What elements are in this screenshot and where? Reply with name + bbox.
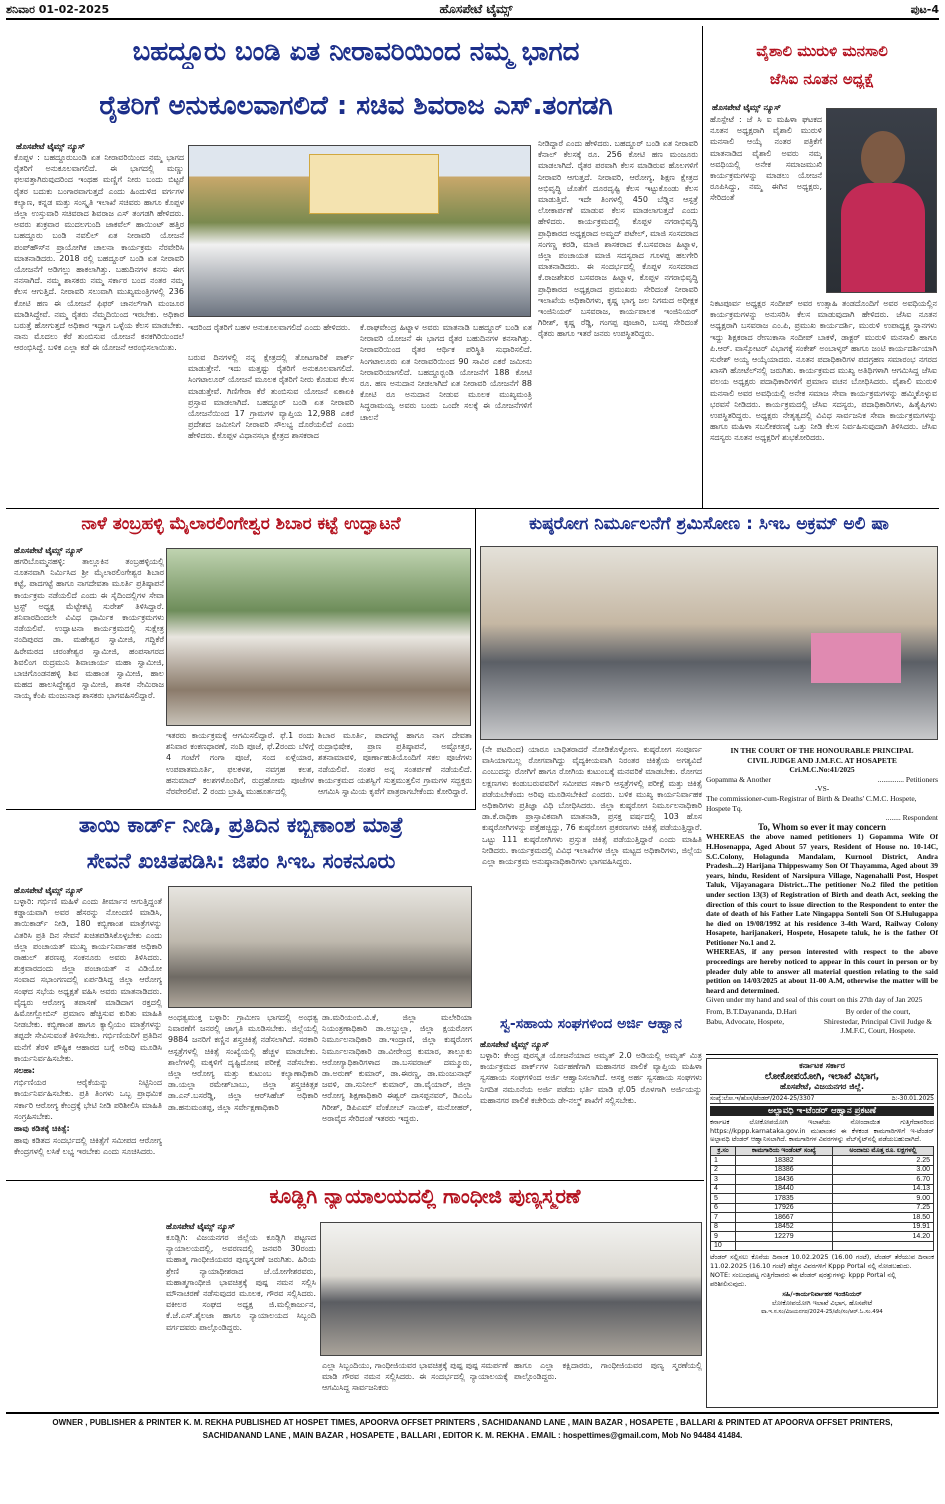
a5-col3: ಡಾ.ಮರಿಯಂಬಿ.ವಿ.ಕೆ, ಜಿಲ್ಲಾ ಮಲೇರಿಯಾ ನಿಯಂತ್ರಣಾಧಿಕಾರಿ ಡಾ.ಅಬ್ದುಲ್ಲಾ, ಜಿಲ್ಲಾ ಕ್ಷಯರೋಗ ನಿರ್ಮೂಲನಾಧಿಕಾರಿ ಡಾ.ಇಂದ್ರಾಣಿ, ಜಿಲ್ಲಾ ಕುಷ್ಠರೋಗ ನಿರ್ಮೂಲನಾಧಿಕಾರಿ ಡಾ.ವೀರೇಂದ್ರ ಕುಮಾರ, ತಾಲ್ಲೂಕು ಆರೋಗ್ಯಾಧಿಕಾರಿಗಳಾದ ಡಾ.ಬಸವರಾಜ್ ದಮ್ಮೂರು, ಡಾ.ಅರುಣ್ ಕುಮಾರ್, ಡಾ.ಈರಣ್ಣ, ಡಾ.ಮಂಜುನಾಥ್ ಜವಳಿ, ಡಾ.ಸುನೀಲ್ ಕುಮಾರ್, ಡಾ.ವೈಯಾರ್, ಜಿಲ್ಲಾ ಆರೋಗ್ಯ ಶಿಕ್ಷಣಾಧಿಕಾರಿ ಈಶ್ವರ್ ದಾಸಪ್ಪನವರ್, ಡಿಎಂಓ ಗಿರೀಶ್, ಡಿಪಿಎಮ್ ವೆಂಕೋಬ್ ನಾಯಕ್, ಮನೋಹರ್, ಅರಾವೈದ ಸೇರಿದಂತೆ ಇತರರು ಇದ್ದರು. — [322, 1013, 472, 1123]
footer-rule — [6, 1412, 939, 1414]
a5-headline-line1: ತಾಯಿ ಕಾರ್ಡ್ ನೀಡಿ, ಪ್ರತಿದಿನ ಕಬ್ಬಿಣಾಂಶ ಮಾತ್ರೆ — [78, 813, 404, 837]
a2-byline: ಹೊಸಪೇಟೆ ಟೈಮ್ಸ್ ನ್ಯೂಸ್ — [712, 103, 781, 112]
row-sno: 5 — [711, 1194, 736, 1204]
a3-col3: ಶಿಬಾರ ಮೂರ್ತಿ, ಪಾದಗಟ್ಟೆ ಹಾಗೂ ನಾಗ ದೇವತಾ ರುದ್ರಾಭಿಷೇಕ, ಪ್ರಾಣ ಪ್ರತಿಷ್ಠಾಪನೆ, ಅಷ್ಟೋತ್ತರ, ಶತನಾಮಾವಳಿ, ಪೂರ್ಣಾಹುತಿಯೊಂದಿಗೆ ಸಕಲ ಪೂಜೆಗಳು ನಡೆಯಲಿವೆ. ನಂತರ ಅನ್ನ ಸಂತರ್ಪಣೆ ನಡೆಯಲಿದೆ. ಕಾರ್ಯಕ್ರಮದ ಯಶಸ್ವಿಗೆ ಸುತ್ತಮುತ್ತಲಿನ ಗ್ರಾಮಗಳ ಸದ್ಭಕ್ತರು ಆಗಮಿಸಿ ಸ್ವಾಮಿಯ ಕೃಪೆಗೆ ಪಾತ್ರರಾಗಬೇಕೆಂದು ಕೋರಿದ್ದಾರೆ. — [318, 731, 472, 797]
a5-col1-body-3: ಹಾವು ಕಡಿತದ ಸಂದರ್ಭದಲ್ಲಿ ಚಿಕಿತ್ಸೆಗೆ ಸಮೀಪದ ಆರೋಗ್ಯ ಕೇಂದ್ರಗಳಲ್ಲಿ ಲಸಿಕೆ ಲಭ್ಯ ಇರಬೇಕು ಎಂದು ಸೂಚಿಸಿದರು. — [14, 1136, 162, 1157]
a3-headline: ನಾಳೆ ತಂಬ್ರಹಳ್ಳಿ ಮೈಲಾರಲಿಂಗೇಶ್ವರ ಶಿಬಾರ ಕಟ್ಟೆ ಉದ್ಘಾಟನೆ — [81, 514, 401, 534]
a4-col1: (ನೇ ಪಟದಿಂದ) ಯಾರೂ ಬಾಧಿತರಾದರೆ ನೋಡಿಕೊಳ್ಳೋಣ. ಕುಷ್ಠರೋಗ ಸಂಪೂರ್ಣ ವಾಸಿಯಾಗಬಲ್ಲ ರೋಗವಾಗಿದ್ದು ವೈದ್ಯಕೀಯವಾಗಿ ನಿರಂತರ ಚಿಕಿತ್ಸೆಯ ಅಗತ್ಯವಿದೆ ಎಂಬುದನ್ನು ರೋಗಿಗೆ ಹಾಗೂ ರೋಗಿಯ ಕುಟುಂಬಕ್ಕೆ ಮನವರಿಕೆ ಮಾಡಬೇಕು. ರೋಗದ ಲಕ್ಷಣಗಳು ಕಂಡುಬರುವವರಿಗೆ ಸಮೀಪದ ಸರ್ಕಾರಿ ಆಸ್ಪತ್ರೆಗಳಲ್ಲಿ ಪರೀಕ್ಷೆ ಮತ್ತು ಚಿಕಿತ್ಸೆ ಪಡೆಯಬೇಕೆಂದು ಅರಿವು ಮೂಡಿಸಬೇಕಿದೆ ಎಂದರು. ಬಳಿಕ ಮುಖ್ಯ ಕಾರ್ಯನಿರ್ವಾಹಕ ಅಧಿಕಾರಿಗಳು ಪ್ರತಿಜ್ಞಾ ವಿಧಿ ಬೋಧಿಸಿದರು. ಜಿಲ್ಲಾ ಕುಷ್ಠರೋಗ ನಿರ್ಮೂಲನಾಧಿಕಾರಿ ಡಾ.ಕೆ.ರಾಧಿಕಾ ಪ್ರಾಸ್ತಾವಿಕವಾಗಿ ಮಾತನಾಡಿ, ಪ್ರಸಕ್ತ ವರ್ಷದಲ್ಲಿ 103 ಹೊಸ ಕುಷ್ಠರೋಗಿಗಳನ್ನು ಪತ್ತೆಹಚ್ಚಿದ್ದು, 76 ಕುಷ್ಠರೋಗ ಪ್ರಕರಣಗಳು ಚಿಕಿತ್ಸೆ ಪಡೆಯುತ್ತಿದ್ದಾರೆ. ಒಟ್ಟು 111 ಕುಷ್ಠರೋಗಿಗಳು ಪ್ರಸ್ತುತ ಚಿಕಿತ್ಸೆ ಪಡೆಯುತ್ತಿದ್ದಾರೆ ಎಂದು ಮಾಹಿತಿ ನೀಡಿದರು. ಕಾರ್ಯಕ್ರಮದಲ್ಲಿ ವಿವಿಧ ಇಲಾಖೆಗಳ ಜಿಲ್ಲಾ ಮಟ್ಟದ ಅಧಿಕಾರಿಗಳು, ಜಿಲ್ಲೆಯ ಎಲ್ಲಾ ಕಾರ್ಯಕ್ರಮ ಅನುಷ್ಠಾನಾಧಿಕಾರಿಗಳು ಭಾಗವಹಿಸಿದ್ದರು. — [482, 745, 702, 867]
table-row — [711, 1156, 934, 1166]
a7-byline: ಹೊಸಪೇಟೆ ಟೈಮ್ಸ್ ನ್ಯೂಸ್ — [166, 1222, 235, 1231]
imprint-line-1: OWNER , PUBLISHER & PRINTER K. M. REKHA PUBLISHED AT HOSPET TIMES, APOORVA OFFSET PRINTERS , SACHIDANAND LANE , MAIN BAZAR , HOSAPETE , BALLARI & PRINTED AT APOORVA OFFSET PRINTERS, — [52, 1418, 893, 1427]
row-amount: 14.13 — [832, 1184, 933, 1194]
court-title-1: IN THE COURT OF THE HONOURABLE PRINCIPAL — [730, 746, 914, 755]
hrule-4 — [6, 1180, 704, 1181]
tender-title-3: ಹೊಸಪೇಟೆ, ವಿಜಯನಗರ ಜಿಲ್ಲೆ. — [779, 1082, 865, 1091]
party-1: Gopamma & Another — [706, 774, 771, 784]
date-label: ಶನಿವಾರ 01-02-2025 — [6, 3, 110, 16]
tender-footer: ಟೆಂಡರ್ ಸಲ್ಲಿಸಲು ಕೊನೆಯ ದಿನಾಂಕ 10.02.2025 (16.00 ಗಂಟೆ), ಟೆಂಡರ್ ತೆರೆಯುವ ದಿನಾಂಕ 11.02.2025 (16.10 ಗಂಟೆ) ಹೆಚ್ಚಿನ ವಿವರಗಳಿಗೆ Kppp Portal ನಲ್ಲಿ ನೋಡಬಹುದು. — [710, 1253, 934, 1270]
a3-photo — [166, 548, 471, 726]
a1-caption: ಇದರಿಂದ ರೈತರಿಗೆ ಬಹಳ ಅನುಕೂಲವಾಗಲಿದೆ ಎಂದು ಹೇಳಿದರು. — [188, 323, 351, 332]
a1-col2: ಬರುವ ದಿನಗಳಲ್ಲಿ ನನ್ನ ಕ್ಷೇತ್ರದಲ್ಲಿ ತೋಟಗಾರಿಕೆ ಪಾರ್ಕ್ ಮಾಡುತ್ತೇನೆ. ಇದು ಮತ್ತಷ್ಟು ರೈತರಿಗೆ ಅನುಕೂಲವಾಗಲಿದೆ. ಸಿಂಗಟಾಲೂರ್ ಯೋಜನೆ ಮೂಲಕ ರೈತರಿಗೆ ನೀರು ಕೊಡುವ ಕೆಲಸ ಮಾಡುತ್ತೇವೆ. ಗಿಣಿಗೇರಾ ಕೆರೆ ತುಂಬಿಸುವ ಯೋಜನೆ ಏಕಾಏಕಿ ಪ್ರಸ್ತಾವ ಮಾಡಲಾಗಿದೆ. ಬಹದ್ದೂರ್ ಬಂಡಿ ಏತ ನೀರಾವರಿ ಯೋಜನೆಯಿಂದ 17 ಗ್ರಾಮಗಳ ವ್ಯಾಪ್ತಿಯ 12,988 ಎಕರೆ ಪ್ರದೇಶದ ಜಮೀನಿಗೆ ನೀರಾವರಿ ಸೌಲಭ್ಯ ದೊರೆಯಲಿದೆ ಎಂದು ಹೇಳಿದರು. ಕೊಪ್ಪಳ ವಿಧಾನಸಭಾ ಕ್ಷೇತ್ರದ ಶಾಸಕರಾದ — [188, 353, 354, 441]
row-amount: 9.00 — [832, 1194, 933, 1204]
table-row — [711, 1222, 934, 1232]
court-title-2: CIVIL JUDGE AND J.M.F.C. AT HOSAPETE — [747, 755, 897, 765]
vertical-rule-mid — [475, 509, 476, 809]
a3-col2: ಇತರರು ಕಾರ್ಯಕ್ರಮಕ್ಕೆ ಆಗಮಿಸಲಿದ್ದಾರೆ. ಫೆ.1 ರಂದು ಶನಿವಾರ ಕಂಕಣಧಾರಣೆ, ನಂದಿ ಪೂಜೆ, ಫೆ.2ರಂದು ಬೆಳಿಗ್ಗೆ 4 ಗಂಟೆಗೆ ಗಂಗಾ ಪೂಜೆ, ಸಂದ ಏಳ್ಗೆಯಾರ, ಉಪಪಾತಮೂರ್ತಿ, ಫಲಕಳಶ, ನವಗ್ರಹ ಕಲಶ, ಹನುಮಾದ್ ಕಲಶಗಳೊಂದಿಗೆ, ರುದ್ರಹೋಮ ಪೂಜೆಗಳ ನೆರವೇರಲಿವೆ. 2 ರಂದು ಬ್ರಾಹ್ಮಿ ಮುಹೂರ್ತದಲ್ಲಿ — [166, 731, 314, 797]
row-sno: 1 — [711, 1156, 736, 1166]
row-sno: 7 — [711, 1213, 736, 1223]
paper-title: ಹೊಸಪೇಟೆ ಟೈಮ್ಸ್ — [439, 2, 513, 16]
table-row — [711, 1232, 934, 1242]
a2-body2: ನಿಕಟಪೂರ್ವ ಅಧ್ಯಕ್ಷರ ಸಂದೀಪ್ ಅವರ ಉತ್ಸಾಹಿ ತಂಡದೊಂದಿಗೆ ಅವರ ಅವಧಿಯಲ್ಲಿನ ಕಾರ್ಯಕ್ರಮಗಳನ್ನು ಅನುಸರಿಸಿ ಕೆಲಸ ಮಾಡುವುದಾಗಿ ಹೇಳಿದರು. ಜೆಸಿಐ ನೂತನ ಅಧ್ಯಕ್ಷರಾಗಿ ಬಸವರಾಜ ಎಂ.ಪಿ, ಪ್ರಮುಖ ಕಾರ್ಯದರ್ಶಿ, ಮುರುಳಿ ಉಪಾಧ್ಯಕ್ಷ ಸ್ಥಾನಗಳು ಇದ್ದು ಶಿಕ್ಷಕರಾದ ರೇಣುಕಾಸಾ ಸಂದೀಪ್ ಬಾಕಳೆ, ಡಾಕ್ಟರ್ ಮುರುಳಿ ಮನಸಾಲಿ ಹಾಗೂ ಪಿ.ಆರ್. ವಾಸ್ಕೋಟರ್ ವಿಭಾಗಕ್ಕೆ ಸಂಕೇಶ್ ಅಂಬಾಳ್ಕರ್ ಹಾಗೂ ಜಂಟಿ ಕಾರ್ಯದರ್ಶಿಯಾಗಿ ಸುರೇಶ್ ಅಯ್ಯ ಆಯ್ಕೆಯಾದರು. ನೂತನ ಪದಾಧಿಕಾರಿಗಳ ಪದಗ್ರಹಣ ಸಮಾರಂಭ ನಗರದ ಖಾಸಗಿ ಹೋಟೆಲ್‍ನಲ್ಲಿ ಜರುಗಿತು. ಕಾರ್ಯಕ್ರಮದ ಮುಖ್ಯ ಅತಿಥಿಗಳಾಗಿ ಆಗಮಿಸಿದ್ದ ಜೆಸಿಐ ವಲಯ ಅಧ್ಯಕ್ಷರು ಪದಾಧಿಕಾರಿಗಳಿಗೆ ಪ್ರಮಾಣ ವಚನ ಬೋಧಿಸಿದರು. ವೈಶಾಲಿ ಮುರುಳಿ ಮನಸಾಲಿ ಅವರ ಅವಧಿಯಲ್ಲಿ ಅನೇಕ ಸಮಾಜ ಸೇವಾ ಕಾರ್ಯಕ್ರಮಗಳನ್ನು ಹಮ್ಮಿಕೊಳ್ಳುವ ಭರವಸೆ ನೀಡಿದರು. ಕಾರ್ಯಕ್ರಮದಲ್ಲಿ ಜೆಸಿಐ ಸದಸ್ಯರು, ಪದಾಧಿಕಾರಿಗಳು, ಹಿತೈಷಿಗಳು ಉಪಸ್ಥಿತರಿದ್ದರು. ಅಧ್ಯಕ್ಷರು ನೇತೃತ್ವದಲ್ಲಿ ವಿವಿಧ ಸಾರ್ವಜನಿಕ ಸೇವಾ ಕಾರ್ಯಕ್ರಮಗಳನ್ನು ಹಾಗೂ ಮಹಿಳಾ ಸಬಲೀಕರಣಕ್ಕೆ ಒತ್ತು ನೀಡಿ ಕೆಲಸ ನಿರ್ವಹಿಸುವುದಾಗಿ ತಿಳಿಸಿದರು. ಜೆಸಿಐ ಸದಸ್ಯರು ನೂತನ ಅಧ್ಯಕ್ಷರಿಗೆ ಶುಭಕೋರಿದರು. — [710, 299, 937, 443]
a5-sub-heading-1: ಸಲಹಾ: — [14, 1066, 35, 1076]
tender-table-header — [711, 1146, 934, 1156]
party-2-role: ........ Respondent — [885, 813, 938, 823]
row-indent: 12279 — [735, 1232, 832, 1242]
tender-title-2: ಲೋಕೋಪಯೋಗಿ, ಇಲಾಖೆ ವಿಭಾಗ, — [764, 1071, 880, 1082]
court-notice — [706, 746, 938, 1050]
hrule-3 — [706, 1054, 938, 1055]
a5-photo — [168, 886, 472, 1008]
row-indent: 18440 — [735, 1184, 832, 1194]
row-sno: 4 — [711, 1184, 736, 1194]
a7-headline: ಕೂಡ್ಲಿಗಿ ನ್ಯಾಯಾಲಯದಲ್ಲಿ ಗಾಂಧೀಜಿ ಪುಣ್ಯಸ್ಮರಣೆ — [269, 1184, 581, 1208]
row-sno: 2 — [711, 1165, 736, 1175]
a2-headline-line2: ಜೆಸಿಐ ನೂತನ ಅಧ್ಯಕ್ಷೆ — [769, 70, 875, 88]
a2-portrait — [826, 108, 937, 293]
col-header-indent: ಕಾಮಗಾರಿಯ ಇಂಡೆಂಟ್ ಸಂಖ್ಯೆ — [735, 1146, 832, 1156]
notice-heading: To, Whom so ever it may concern — [757, 821, 887, 832]
notice-body-3: Given under my hand and seal of this court on this 27th day of Jan 2025 — [706, 995, 923, 1005]
table-row — [711, 1184, 934, 1194]
a3-byline: ಹೊಸಪೇಟೆ ಟೈಮ್ಸ್ ನ್ಯೂಸ್ — [14, 546, 83, 555]
tender-title-1: ಕರ್ನಾಟಕ ಸರ್ಕಾರ — [799, 1061, 845, 1070]
a5-col1-body: ಬಳ್ಳಾರಿ: ಗರ್ಭಿಣಿ ಮಹಿಳೆ ಎಂದು ತೀರ್ಮಾನ ಆಗುತ್ತಿದ್ದಂತೆ ಕಡ್ಡಾಯವಾಗಿ ಅವರ ಹೆಸರನ್ನು ನೋಂದಣಿ ಮಾಡಿಸಿ, ತಾಯಿಕಾರ್ಡ್ ನೀಡಿ, 180 ಕಬ್ಬಿಣಾಂಶ ಮಾತ್ರೆಗಳನ್ನು ವಿತರಿಸಿ ಪ್ರತಿ ದಿನ ಸೇವನೆ ಖಚಿತಪಡಿಸಿಕೊಳ್ಳಬೇಕು ಎಂದು ಜಿಲ್ಲಾ ಪಂಚಾಯತ್ ಮುಖ್ಯ ಕಾರ್ಯನಿರ್ವಾಹಕ ಅಧಿಕಾರಿ ರಾಹುಲ್ ಶರಣಪ್ಪ ಸಂಕನೂರು ಅವರು ತಿಳಿಸಿದರು. ಶುಕ್ರವಾರದಂದು ಜಿಲ್ಲಾ ಪಂಚಾಯತ್ ನ ವಿಡಿಯೋ ಸಂವಾದ ಸಭಾಂಗಣದಲ್ಲಿ ಏರ್ಪಡಿಸಿದ್ದ ಜಿಲ್ಲಾ ಆರೋಗ್ಯ ಸಂಘದ ಸಭೆಯ ಅಧ್ಯಕ್ಷತೆ ವಹಿಸಿ ಅವರು ಮಾತನಾಡಿದರು. ವೈದ್ಯರು ಆರೋಗ್ಯ ತಪಾಸಣೆ ಮಾಡಿದಾಗ ರಕ್ತದಲ್ಲಿ ಹಿಮೋಗ್ಲೋಬಿನ್ ಪ್ರಮಾಣ ಹೆಚ್ಚಿಸುವ ಕುರಿತು ಮಾಹಿತಿ ನೀಡಬೇಕು. ಕಬ್ಬಿಣಾಂಶ ಹಾಗೂ ಕ್ಯಾಲ್ಸಿಯಂ ಮಾತ್ರೆಗಳನ್ನು ತಪ್ಪದೇ ಸೇವಿಸುವಂತೆ ತಿಳಿಸಬೇಕು. ಗರ್ಭಿಣಿಯರಿಗೆ ಪ್ರತಿದಿನ ಮನೆಗೆ ತೆರಳಿ ಪೌಷ್ಟಿಕ ಆಹಾರದ ಬಗ್ಗೆ ಅರಿವು ಮೂಡಿಸಿ ಕಾರ್ಯನಿರ್ವಹಿಸಬೇಕು. — [14, 897, 162, 1063]
a6-byline: ಹೊಸಪೇಟೆ ಟೈಮ್ಸ್ ನ್ಯೂಸ್ — [480, 1040, 549, 1049]
party-2: The commissioner-cum-Registrar of Birth & Deaths' C.M.C. Hospete, Hospete Tq. — [706, 793, 917, 813]
a5-col1-body-2: ಗರ್ಭಿಣಿಯರ ಆರೈಕೆಯನ್ನು ನಿಟ್ಟಿನಿಂದ ಕಾರ್ಯನಿರ್ವಹಿಸಬೇಕು. ಪ್ರತಿ ತಿಂಗಳು ಒಬ್ಬ ಪ್ರಾಥಮಿಕ ಸರ್ಕಾರಿ ಆರೋಗ್ಯ ಕೇಂದ್ರಕ್ಕೆ ಭೇಟಿ ನೀಡಿ ಪರಿಶೀಲಿಸಿ ಮಾಹಿತಿ ಸಂಗ್ರಹಿಸಬೇಕು. — [14, 1078, 162, 1121]
a6-body: ಬಳ್ಳಾರಿ: ಕೇಂದ್ರ ಪುರಸ್ಕೃತ ಯೋಜನೆಯಾದ ಅಮೃತ್ 2.0 ಅಡಿಯಲ್ಲಿ ಅಮೃತ್ ಮಿತ್ರ ಕಾರ್ಯಕ್ರಮದ ಪಾರ್ಕ್‍ಗಳ ನಿರ್ವಹಣೆಗಾಗಿ ಮಹಾನಗರ ಪಾಲಿಕೆ ವ್ಯಾಪ್ತಿಯ ಮಹಿಳಾ ಸ್ವಸಹಾಯ ಸಂಘಗಳಿಂದ ಅರ್ಜಿ ಆಹ್ವಾನಿಸಲಾಗಿದೆ. ಆಸಕ್ತ ಅರ್ಹ ಸ್ವಸಹಾಯ ಸಂಘಗಳು ನಿಗದಿತ ನಮೂನೆಯ ಅರ್ಜಿ ಪಡೆದು ಭರ್ತಿ ಮಾಡಿ ಫೆ.05 ರೊಳಗಾಗಿ ಅರ್ಜಿಯನ್ನು ಮಹಾನಗರ ಪಾಲಿಕೆ ಕಚೇರಿಯ ಡೇ-ನಲ್ಮ್ ಶಾಖೆಗೆ ಸಲ್ಲಿಸಬೇಕು. — [480, 1051, 702, 1105]
row-indent: 18386 — [735, 1165, 832, 1175]
page-number: ಪುಟ-4 — [910, 3, 939, 16]
row-amount: 18.50 — [832, 1213, 933, 1223]
a1-col1: ಕೊಪ್ಪಳ : ಬಹದ್ದೂರುಬಂಡಿ ಏತ ನೀರಾವರಿಯಿಂದ ನಮ್ಮ ಭಾಗದ ರೈತರಿಗೆ ಅನುಕೂಲವಾಗಲಿದೆ. ಈ ಭಾಗದಲ್ಲಿ ಮಣ್ಣು ಫಲವತ್ತಾಗಿರುವುದರಿಂದ ಇಂಥಹ ಮಣ್ಣಿಗೆ ನೀರು ಬಂದು ಬಿಟ್ಟರೆ ರೈತರ ಬದುಕು ಬಂಗಾರವಾಗುತ್ತದೆ ಎಂದು ಹಿಂದುಳಿದ ವರ್ಗಗಳ ಕಲ್ಯಾಣ, ಕನ್ನಡ ಮತ್ತು ಸಂಸ್ಕೃತಿ ಇಲಾಖೆ ಸಚಿವರು ಹಾಗೂ ಕೊಪ್ಪಳ ಜಿಲ್ಲಾ ಉಸ್ತುವಾರಿ ಸಚಿವರಾದ ಶಿವರಾಜ ಎಸ್ ತಂಗಡಗಿ ಹೇಳಿದರು. ಅವರು ಶುಕ್ರವಾರ ಮುದಲಗುಂದಿ ಜಾಕವೆಲ್ ಹಾಯಿಂಟ್ ಹತ್ತಿರ ಬಹದ್ದೂರು ಬಂಡಿ ನವಲಿಲ್ ಏತ ನೀರಾವರಿ ಯೋಜನೆ ಪಂಪ್‍ಹೌಸ್‍ನ ಪ್ರಾಯೋಗಿಕ ಚಾಲನಾ ಕಾರ್ಯಕ್ರಮ ನೆರವೇರಿಸಿ ಮಾತನಾಡಿದರು. 2018 ರಲ್ಲಿ ಬಹದ್ದೂರ್ ಬಂಡಿ ಏತ ನೀರಾವರಿ ಯೋಜನೆಗೆ ಅಡಿಗಲ್ಲು ಹಾಕಲಾಗಿತ್ತು. ಬಹುದಿನಗಳ ಕನಸು ಈಗ ನನಸಾಗಿದೆ. ನಮ್ಮ ಶಾಸಕರು ನಮ್ಮ ಸರ್ಕಾರ ಬಂದ ನಂತರ ನಮ್ಮ ಕೆಲಸ ಆಗುತ್ತಿದೆ. ನೀರಾವರಿ ಸಲುವಾಗಿ ಮುಖ್ಯಮಂತ್ರಿಗಳಲ್ಲಿ 236 ಕೋಟಿ ಹಣ ಈ ಯೋಜನೆ ಫಿಫರ್ ಚಾನಲ್‍ಗಾಗಿ ಮಂಜೂರ ಮಾಡಿಸಿದ್ದೇವೆ. ನಮ್ಮ ರೈತರು ನೆಮ್ಮದಿಯಿಂದ ಇರಬೇಕು. ಅಧಿಕಾರ ಬರುತ್ತೆ ಹೋಗುತ್ತದೆ ಅಧಿಕಾರ ಇದ್ದಾಗ ಒಳ್ಳೆಯ ಕೆಲಸ ಮಾಡಬೇಕು. ನಾನು ಮೊದಲು ಕೆರೆ ತುಂಬಿಸುವ ಯೋಜನೆ ಕನಕಗಿರಿಯಿಂದಲೆ ಆರಂಭಿಸಿದ್ದೆ. ಬಳಿಕ ಎಲ್ಲಾ ಕಡೆ ಈ ಯೋಜನೆ ಆರಂಭಿಸಲಾಯಿತು. — [14, 153, 184, 353]
row-amount: 7.25 — [832, 1203, 933, 1213]
row-indent: 18436 — [735, 1175, 832, 1185]
a5-col1 — [14, 896, 162, 1368]
tender-note: NOTE: ಸಂಬಂಧಪಟ್ಟ ಗುತ್ತಿಗೆದಾರರು ಈ ಟೆಂಡರ್ ಷರತ್ತುಗಳನ್ನು kppp Portal ನಲ್ಲಿ ಪರಿಶೀಲಿಸುವುದು. — [710, 1271, 896, 1288]
tender-table — [710, 1146, 934, 1252]
a4-photo — [480, 546, 938, 740]
col-header-amount: ಅಂದಾಜು ಮೊತ್ತ ರೂ. ಲಕ್ಷಗಳಲ್ಲಿ — [832, 1146, 933, 1156]
a4-headline: ಕುಷ್ಠರೋಗ ನಿರ್ಮೂಲನೆಗೆ ಶ್ರಮಿಸೋಣ : ಸಿಇಒ ಅಕ್ರಮ್ ಅಲಿ ಷಾ — [529, 514, 889, 534]
col-header-sno: ಕ್ರ.ಸಂ — [711, 1146, 736, 1156]
row-indent: 18452 — [735, 1222, 832, 1232]
row-amount: 19.91 — [832, 1222, 933, 1232]
table-row — [711, 1194, 934, 1204]
row-amount: 6.70 — [832, 1175, 933, 1185]
versus: -VS- — [814, 784, 830, 794]
a7-col2: ಎಲ್ಲಾ ಸಿಬ್ಬಂದಿಯು, ಗಾಂಧೀಜಿಯವರ ಭಾವಚಿತ್ರಕ್ಕೆ ಪುಷ್ಪ ಪುಷ್ಪ ಸಮರ್ಪಣೆ ಮಾಡಿ ಗೌರವ ನಮನ ಸಲ್ಲಿಸಿದರು. ಈ ಸಂದರ್ಭದಲ್ಲಿ ನ್ಯಾಯಾಲಯಕ್ಕೆ ಆಗಮಿಸಿದ್ದ ಸಾರ್ವಜನಿಕರು — [322, 1361, 508, 1393]
advocate: From, B.T.Dayananda, D.Hari Babu, Advocate, Hospete, — [706, 1007, 797, 1026]
a1-headline-line1: ಬಹದ್ದೂರು ಬಂಡಿ ಏತ ನೀರಾವರಿಯಿಂದ ನಮ್ಮ ಭಾಗದ — [132, 37, 580, 67]
a1-byline: ಹೊಸಪೇಟೆ ಟೈಮ್ಸ್ ನ್ಯೂಸ್ — [16, 142, 85, 151]
a1-photo — [188, 145, 531, 317]
a6-headline: ಸ್ವ-ಸಹಾಯ ಸಂಘಗಳಿಂದ ಅರ್ಜಿ ಆಹ್ವಾನ — [499, 1016, 683, 1032]
tender-subtitle: ಅಲ್ಪಾವಧಿ ಇ-ಟೆಂಡರ್ ಆಹ್ವಾನ ಪ್ರಕಟಣೆ — [710, 1106, 934, 1116]
a5-sub-heading-2: ಹಾವು ಕಡಿತಕ್ಕೆ ಚಿಕಿತ್ಸೆ: — [14, 1124, 70, 1134]
case-number: Cri.M.C.No:41/2025 — [789, 765, 855, 775]
row-indent: 18667 — [735, 1213, 832, 1223]
row-amount: 3.00 — [832, 1165, 933, 1175]
a5-headline-line2: ಸೇವನೆ ಖಚಿತಪಡಿಸಿ: ಜಿಪಂ ಸಿಇಒ ಸಂಕನೂರು — [86, 849, 396, 873]
a1-col3: ಕೆ.ರಾಘವೇಂದ್ರ ಹಿಟ್ನಾಳ ಅವರು ಮಾತನಾಡಿ ಬಹದ್ದೂರ್ ಬಂಡಿ ಏತ ನೀರಾವರಿ ಯೋಜನೆ ಈ ಭಾಗದ ರೈತರ ಬಹುದಿನಗಳ ಕನಸಾಗಿತ್ತು. ನೀರಾವರಿಯಿಂದ ರೈತರ ಆರ್ಥಿಕ ಪರಿಸ್ಥಿತಿ ಸುಧಾರಿಸಲಿದೆ. ಸಿಂಗಟಾಲೂರು ಏತ ನೀರಾವರಿಯಿಂದ 90 ಸಾವಿರ ಎಕರೆ ಜಮೀನು ನೀರಾವರಿಯಾಗಲಿದೆ. ಬಹದ್ದೂರ್‍ಬಂಡಿ ಯೋಜನೆಗೆ 188 ಕೋಟಿ ರೂ. ಹಣ ಅನುದಾನ ನೀಡಲಾಗಿದೆ ಏತ ನೀರಾವರಿ ಯೋಜನೆಗೆ 88 ಕೋಟಿ ರೂ ಅನುದಾನ ನೀಡುವ ಮೂಲಕ ಮುಖ್ಯಮಂತ್ರಿ ಸಿದ್ಧರಾಮಯ್ಯ ಅವರು ಬಂದು ಒಂದೇ ಸಲಕ್ಕೆ ಈ ಯೋಜನೆಗಳಿಗೆ ಚಾಲನೆ — [360, 323, 532, 422]
party-1-role: .............. Petitioners — [877, 774, 938, 784]
row-sno: 3 — [711, 1175, 736, 1185]
notice-body-1: WHEREAS the above named petitioners 1) Gopamma Wife Of H.Hosenappa, Aged About 57 years, Resident of House no. 10-14C, S.C.Colony, Holagunda Mandalam, Kurnool District, Andra Pradesh...2) Harijana Thippeswamy Son Of Thayamma, Aged about 39 years, hindu, Resident of Narsipura Village, Nagenahalli Post, Hospet Taluk, Vijayanagara District...The petitioner No.2 filed the petition under section 13(3) of Registration of Birth and death Act, seeking the direction of this court to issue direction to the Respondent to enter the date of death of his Father Late Ningappa Sonteli Son Of S.Hulugappa he died on 19/08/1992 at his residence 3-4th Ward, Railway Colony Hosapete, harijanakeri, Hospete, Hosapete taluk, he is the father Of Petitioner No.1 and 2. — [706, 832, 938, 947]
table-row — [711, 1213, 934, 1223]
row-indent: 17835 — [735, 1194, 832, 1204]
vertical-rule-top — [702, 26, 703, 508]
row-sno: 10 — [711, 1241, 736, 1251]
a7-photo — [320, 1222, 702, 1356]
a2-body1: ಹೊಸ್ಪೇಟೆ : ಜೆ ಸಿ ಐ ಮಹಿಳಾ ಘಟಕದ ನೂತನ ಅಧ್ಯಕ್ಷರಾಗಿ ವೈಶಾಲಿ ಮುರುಳಿ ಮನಸಾಲಿ ಆಯ್ಕೆ ನಂತರ ಪತ್ರಿಕೆಗೆ ಮಾತನಾಡಿದ ವೈಶಾಲಿ ಅವರು ನಮ್ಮ ಅವಧಿಯಲ್ಲಿ ಅನೇಕ ಸಮಾಜಮುಖಿ ಕಾರ್ಯಕ್ರಮಗಳನ್ನು ಮಾಡಲು ಯೋಜನೆ ರೂಪಿಸಿದ್ದು, ನಮ್ಮ ಈಗಿನ ಅಧ್ಯಕ್ಷರು, ಸೇರಿದಂತೆ — [710, 115, 822, 203]
row-sno: 8 — [711, 1222, 736, 1232]
a5-byline: ಹೊಸಪೇಟೆ ಟೈಮ್ಸ್ ನ್ಯೂಸ್ — [14, 886, 83, 895]
row-amount: 2.25 — [832, 1156, 933, 1166]
tender-intro: ಕರ್ನಾಟಕ ಲೋಕೋಪಯೋಗಿ ಇಲಾಖೆಯ ನೋಂದಾಯಿತ ಗುತ್ತಿಗೆದಾರರಿಂದ https://kppp.karnataka.gov.in ಮುಖಾಂತರ ಈ ಕೆಳಕಂಡ ಕಾಮಗಾರಿಗಳಿಗೆ ಇ-ಟೆಂಡರ್ ಅಲ್ಪಾವಧಿ ಟೆಂಡರ್ ಆಹ್ವಾನಿಸಲಾಗಿದೆ. ಕಾಮಗಾರಿಗಳ ವಿವರಗಳನ್ನು ವೆಬ್‍ಸೈಟ್‍ನಲ್ಲಿ ಪಡೆಯಬಹುದಾಗಿದೆ. — [710, 1118, 934, 1143]
a5-col2: ಅಂಧತ್ವಮುಕ್ತ ಬಳ್ಳಾರಿ: ಗ್ರಾಮೀಣ ಭಾಗದಲ್ಲಿ ಅಂಧತ್ವ ನಿವಾರಣೆಗೆ ಜನರಲ್ಲಿ ಜಾಗೃತಿ ಮೂಡಿಸಬೇಕು. ಜಿಲ್ಲೆಯಲ್ಲಿ 9884 ಜನರಿಗೆ ಕಣ್ಣಿನ ಶಸ್ತ್ರಚಿಕಿತ್ಸೆ ನಡೆಸಲಾಗಿದೆ. ಸರಕಾರಿ ಆಸ್ಪತ್ರೆಗಳಲ್ಲಿ ಚಿಕಿತ್ಸೆ ಸಂಖ್ಯೆಯಲ್ಲಿ ಹೆಚ್ಚಳ ಮಾಡಬೇಕು. ಶಾಲೆಗಳಲ್ಲಿ ಮಕ್ಕಳಿಗೆ ದೃಷ್ಟಿದೋಷ ಪರೀಕ್ಷೆ ನಡೆಸಬೇಕು. ಜಿಲ್ಲಾ ಆರೋಗ್ಯ ಮತ್ತು ಕುಟುಂಬ ಕಲ್ಯಾಣಾಧಿಕಾರಿ ಡಾ.ಯಲ್ಲಾ ರಮೇಶ್‍ಬಾಬು, ಜಿಲ್ಲಾ ಶಸ್ತ್ರಚಿಕಿತ್ಸಕ ಡಾ.ಎನ್.ಬಸರೆಡ್ಡಿ, ಜಿಲ್ಲಾ ಆರ್‌ಸಿಹೆಚ್ ಅಧಿಕಾರಿ ಡಾ.ಹನುಮಂತಪ್ಪ, ಜಿಲ್ಲಾ ಸರ್ವೇಕ್ಷಣಾಧಿಕಾರಿ — [168, 1013, 318, 1112]
table-row — [711, 1165, 934, 1175]
row-sno: 9 — [711, 1232, 736, 1242]
a2-headline-line1: ವೈಶಾಲಿ ಮುರುಳಿ ಮನಸಾಲಿ — [756, 42, 888, 60]
notice-body-2: WHEREAS, if any person interested with respect to the above proceedings are hereby noticed to appear in this court in person or by pleader duly able to answer all material question relating to the said petition on 14/03/2025 at about 11-00 A.M, otherwise the matter will be heard and determined. — [706, 947, 938, 995]
row-indent: 17926 — [735, 1203, 832, 1213]
tender-signature-office: ಲೋಕೋಪಯೋಗಿ ಇಲಾಖೆ ವಿಭಾಗ, ಹೊಸಪೇಟೆ — [771, 1299, 873, 1307]
table-row — [711, 1241, 934, 1251]
tender-code: ವಾ.ಇ.ಸ.ಸಂ/ವಿಜಯನಗರ/2024-25/ಟೆಂ/ಸಂ/ಆರ್.ಓ.ಸಂ.494 — [761, 1309, 883, 1315]
a1-col4: ನೀಡಿದ್ದಾರೆ ಎಂದು ಹೇಳಿದರು. ಬಹದ್ದೂರ್ ಬಂಡಿ ಏತ ನೀರಾವರಿ ಕೆನಾಲ್ ಕೆಲಸಕ್ಕೆ ರೂ. 256 ಕೋಟಿ ಹಣ ಮಂಜೂರು ಮಾಡಲಾಗಿದೆ. ರೈತರ ಪರವಾಗಿ ಕೆಲಸ ಮಾಡಿರುವ ಹೊಲಗಳಿಗೆ ನೀರಾವರಿ ಆಗುತ್ತದೆ. ನೀರಾವರಿ, ಆರೋಗ್ಯ, ಶಿಕ್ಷಣ ಕ್ಷೇತ್ರದ ಅಭಿವೃದ್ಧಿ ಜೊತೆಗೆ ದೂರದೃಷ್ಟಿ ಕೆಲಸ ಇಟ್ಟುಕೊಂಡು ಕೆಲಸ ಮಾಡುತ್ತಿವೆ. ಇದೇ ತಿಂಗಳಲ್ಲಿ 450 ಬೆಡ್ಡಿನ ಆಸ್ಪತ್ರೆ ಲೋಕಾರ್ಪಣೆ ಮಾಡುವ ಕೆಲಸ ಮಾಡಲಾಗುತ್ತದೆ ಎಂದು ಹೇಳಿದರು. ಕಾರ್ಯಕ್ರಮದಲ್ಲಿ ಕೊಪ್ಪಳ ನಗರಾಭಿವೃದ್ಧಿ ಪ್ರಾಧಿಕಾರದ ಅಧ್ಯಕ್ಷರಾದ ಅಮ್ಜದ್ ಪಟೇಲ್, ಮಾಜಿ ಸಂಸದರಾದ ಸಂಗಣ್ಣ ಕರಡಿ, ಮಾಜಿ ಶಾಸಕರಾದ ಕೆ.ಬಸವರಾಜ ಹಿಟ್ನಾಳ, ಜಿಲ್ಲಾ ಪಂಚಾಯತ ಮಾಜಿ ಸದಸ್ಯರಾದ ಗೂಳಪ್ಪ ಹಲಗೇರಿ ಮಾತನಾಡಿದರು. ಈ ಸಂದರ್ಭದಲ್ಲಿ ಕೊಪ್ಪಳ ಸಂಸದರಾದ ಕೆ.ರಾಜಶೇಖರ ಬಸವರಾಜ ಹಿಟ್ನಾಳ, ಕೊಪ್ಪಳ ನಗರಾಭಿವೃದ್ಧಿ ಪ್ರಾಧಿಕಾರದ ಅಧ್ಯಕ್ಷರಾದ ಪ್ರಮುಖರು ಸೇರಿದಂತೆ ನೀರಾವರಿ ಇಲಾಖೆಯ ಅಧಿಕಾರಿಗಳು, ಕೃಷ್ಣ ಭಾಗ್ಯ ಜಲ ನಿಗಮದ ಅಧೀಕ್ಷಕ ಇಂಜಿನಿಯರ್ ಬಸವರಾಜ, ಕಾರ್ಯಪಾಲಕ ಇಂಜಿನಿಯರ್ ಗಿರೀಶ್, ಕೃಷ್ಣ ರೆಡ್ಡಿ, ಗಂಗಪ್ಪ ಪೂಜಾರಿ, ಬಸಪ್ಪ ಸೇರಿದಂತೆ ರೈತರು ಹಾಗೂ ಇತರೆ ಜನರು ಉಪಸ್ಥಿತರಿದ್ದರು. — [538, 139, 698, 339]
table-row — [711, 1175, 934, 1185]
row-sno: 6 — [711, 1203, 736, 1213]
imprint — [6, 1416, 939, 1442]
a7-col1: ಕೂಡ್ಲಿಗಿ: ವಿಜಯನಗರ ಜಿಲ್ಲೆಯ ಕೂಡ್ಲಿಗಿ ಪಟ್ಟಣದ ನ್ಯಾಯಾಲಯದಲ್ಲಿ, ಅವರಣದಲ್ಲಿ ಜನವರಿ 30ರಂದು ಮಹಾತ್ಮ ಗಾಂಧೀಜಿಯವರ ಪುಣ್ಯಸ್ಮರಣೆ ಜರುಗಿತು. ಹಿರಿಯ ಶ್ರೇಣಿ ನ್ಯಾಯಾಧೀಶರಾದ ಜೆ.ಯೋಗೇಶರವರು, ಮಹಾತ್ಮಗಾಂಧೀಜಿ ಭಾವಚಿತ್ರಕ್ಕೆ ಪುಷ್ಪ ನಮನ ಸಲ್ಲಿಸಿ ಮೌನಾಚರಣೆ ನಡೆಸುವುದರ ಮೂಲಕ, ಗೌರವ ಸಲ್ಲಿಸಿದರು. ವಕೀಲರ ಸಂಘದ ಅಧ್ಯಕ್ಷ ಜಿ.ಮಲ್ಲಿಕಾರ್ಜುನ, ಕೆ.ಜೆ.ಎಸ್.ಶೈಲಜಾ ಹಾಗೂ ನ್ಯಾಯಾಲಯದ ಸಿಬ್ಬಂದಿ ವರ್ಗದವರು ಪಾಲ್ಗೊಂಡಿದ್ದರು. — [166, 1233, 316, 1332]
by-order: By order of the court, — [845, 1007, 911, 1017]
tender-date: ದಿ:-30.01.2025 — [891, 1095, 934, 1102]
hrule-2 — [6, 809, 476, 810]
a3-col1: ಹಗರಿಬೊಮ್ಮನಹಳ್ಳಿ: ತಾಲ್ಲೂಕಿನ ತಂಬ್ರಹಳ್ಳಿಯಲ್ಲಿ ನೂತನವಾಗಿ ನಿರ್ಮಿಸಿದ ಶ್ರೀ ಮೈಲಾರಲಿಂಗೇಶ್ವರ ಶಿಬಾರ ಕಟ್ಟೆ, ಪಾದಗಟ್ಟೆ ಹಾಗೂ ನಾಗದೇವತಾ ಮೂರ್ತಿ ಪ್ರತಿಷ್ಠಾಪನೆ ಕಾರ್ಯಕ್ರಮ ನಡೆಯಲಿದೆ ಎಂದು ಈ ಸೈದಿಂದಲ್ಲಿಗಳ ಸೇವಾ ಟ್ರಸ್ಟ್ ಅಧ್ಯಕ್ಷ ಮೆಟ್ಟೇಕಟ್ಟಿ ಸುರೇಶ್ ತಿಳಿಸಿದ್ದಾರೆ. ಶನಿವಾರದಿಂದಲೇ ವಿವಿಧ ಧಾರ್ಮಿಕ ಕಾರ್ಯಕ್ರಮಗಳು ನಡೆಯಲಿವೆ. ಉದ್ಘಾಟನಾ ಕಾರ್ಯಕ್ರಮದಲ್ಲಿ ಸುಕ್ಷೇತ್ರ ನಂದಿಪುರದ ಡಾ. ಮಹೇಶ್ವರ ಸ್ವಾಮೀಜಿ, ಗದ್ದಿಕೆರೆ ಹಿರೇಮಠದ ಚರಂತೇಶ್ವರ ಸ್ವಾಮೀಜಿ, ಹಂಪಸಾಗರದ ಶಿವಲಿಂಗ ರುದ್ರಮುನಿ ಶಿವಾಚಾರ್ಯ ಮಹಾ ಸ್ವಾಮೀಜಿ, ಬಾಚಿಗೊಂಡನಹಳ್ಳಿ ಶಿವ ಮಹಾಂತ ಸ್ವಾಮೀಜಿ, ಹಾಲ ಮಹದ ಹಾಲಸಿದ್ದೇಶ್ವರ ಸ್ವಾಮೀಜಿ, ಶಾಸಕ ನೇಮಿರಾಜ ನಾಯ್ಕ ಕೆಂಪಿ ಮಂಜುನಾಥ ಶಾಸಕರು ಭಾಗವಹಿಸಲಿದ್ದಾರೆ. — [14, 557, 164, 701]
tender-ref: ಸಂಖ್ಯೆ:ಲೋ.ಇ/ಹೊಸ/ಟೆಂಡರ್/2024-25/3307 — [710, 1095, 815, 1102]
header-rule — [6, 18, 939, 20]
hrule-1 — [6, 508, 939, 509]
row-indent: 18382 — [735, 1156, 832, 1166]
row-amount: 14.20 — [832, 1232, 933, 1242]
table-row — [711, 1203, 934, 1213]
signatory: Shirestedar, Principal Civil Judge & J.M.F.C, Court, Hospete. — [823, 1016, 933, 1036]
masthead — [6, 2, 939, 18]
a1-headline-line2: ರೈತರಿಗೆ ಅನುಕೂಲವಾಗಲಿದೆ : ಸಚಿವ ಶಿವರಾಜ ಎಸ್.ತಂಗಡಗಿ — [99, 91, 613, 121]
imprint-line-2: SACHIDANAND LANE , MAIN BAZAR , HOSAPETE , BALLARI , EDITOR K. M. REKHA . EMAIL : hospettimes@gmail.com, Mob No 94484 41484. — [202, 1431, 743, 1440]
tender-signature: ಸಹಿ/-ಕಾರ್ಯನಿರ್ವಾಹಕ ಇಂಜಿನಿಯರ್ — [782, 1290, 862, 1298]
a7-col3: ಹಾಗೂ ಎಲ್ಲಾ ಕಕ್ಷಿದಾರರು, ಗಾಂಧೀಜಿಯವರ ಪುಣ್ಯ ಸ್ಮರಣೆಯಲ್ಲಿ ಪಾಲ್ಗೊಂಡಿದ್ದರು. — [514, 1361, 702, 1382]
tender-notice — [706, 1058, 938, 1408]
